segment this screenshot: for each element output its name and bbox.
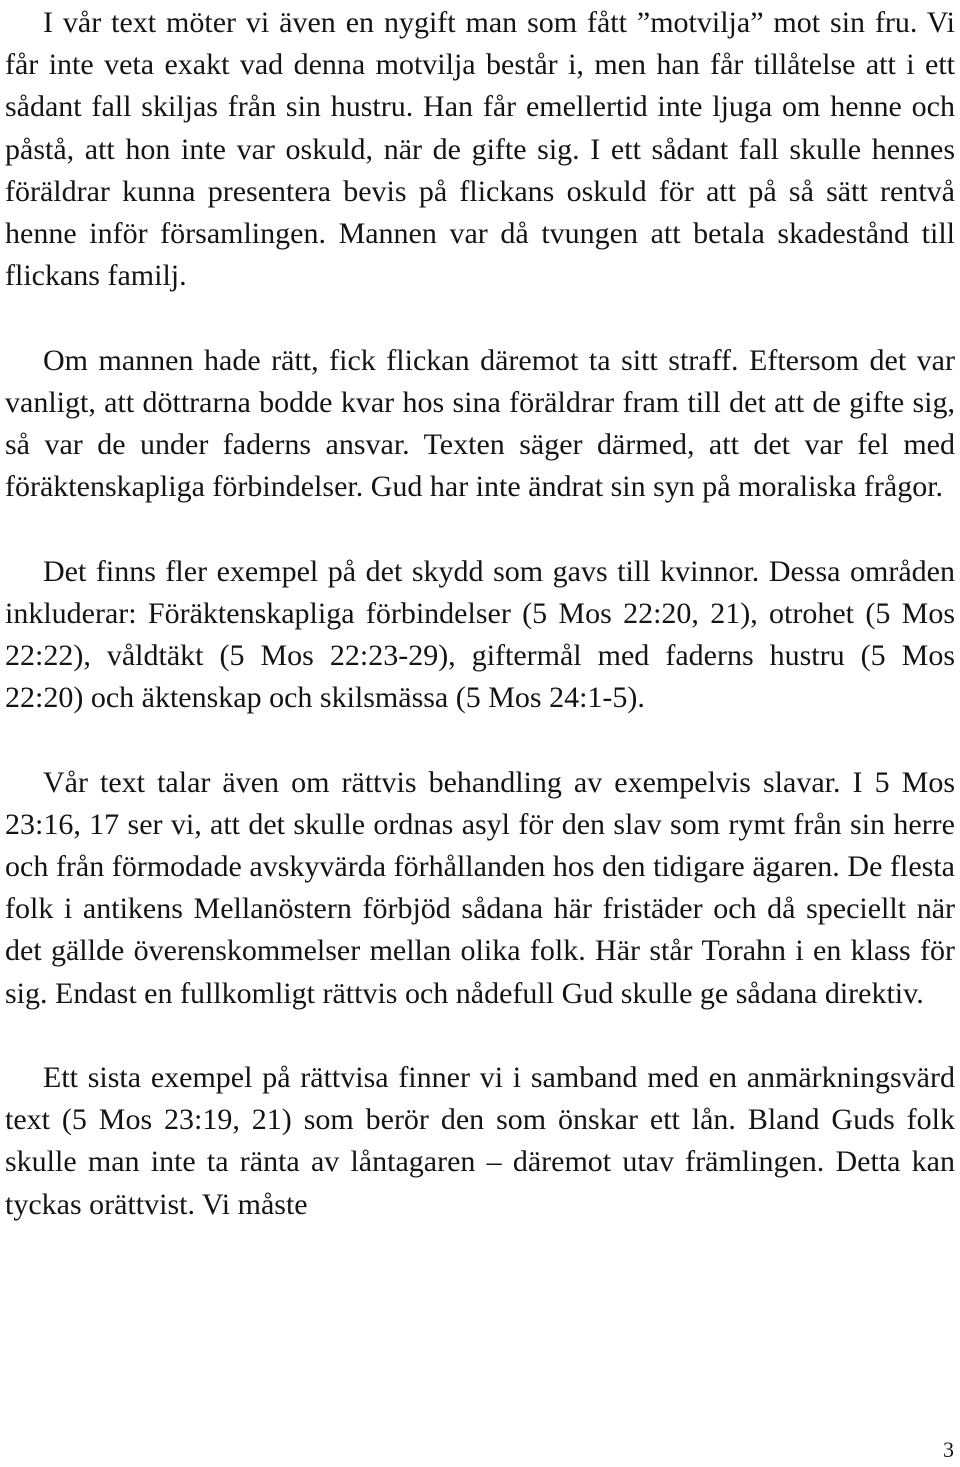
paragraph-4: Vår text talar även om rättvis behandling av exempelvis slavar. I 5 Mos 23:16, 17 ser vi, att det skulle ordnas asyl för den slav som rymt från sin herre och från förmodade avskyvärda förhållanden hos den tidigare ägaren. De flesta folk i antikens Mellanöstern förbjöd sådana här fristäder och då speciellt när det gällde överenskommelser mellan olika folk. Här står Torahn i en klass för sig. Endast en fullkomligt rättvis och nådefull Gud skulle ge sådana direktiv. [5, 765, 955, 1010]
paragraph-5: Ett sista exempel på rättvisa finner vi i samband med en anmärkningsvärd text (5 Mos 23:19, 21) som berör den som önskar ett lån. Bland Guds folk skulle man inte ta ränta av låntagaren – däremot utav främlingen. Detta kan tyckas orättvist. Vi måste [5, 1061, 955, 1221]
page-number: 3 [943, 1437, 954, 1462]
document-page [5, 2, 955, 1226]
paragraph-1: I vår text möter vi även en nygift man som fått ”motvilja” mot sin fru. Vi får inte veta exakt vad denna motvilja består i, men han får tillåtelse att i ett sådant fall skiljas från sin hustru. Han får emellertid inte ljuga om henne och påstå, att hon inte var oskuld, när de gifte sig. I ett sådant fall skulle hennes föräldrar kunna presentera bevis på flickans oskuld för att på så sätt rentvå henne inför församlingen. Mannen var då tvungen att betala skadestånd till flickans familj. [5, 6, 955, 293]
paragraph-3: Det finns fler exempel på det skydd som gavs till kvinnor. Dessa områden inkluderar: Föräktenskapliga förbindelser (5 Mos 22:20, 21), otrohet (5 Mos 22:22), våldtäkt (5 Mos 22:23-29), giftermål med faderns hustru (5 Mos 22:20) och äktenskap och skilsmässa (5 Mos 24:1-5). [5, 554, 955, 715]
paragraph-2: Om mannen hade rätt, fick flickan däremot ta sitt straff. Eftersom det var vanligt, att döttrarna bodde kvar hos sina föräldrar fram till det att de gifte sig, så var de under faderns ansvar. Texten säger därmed, att det var fel med föräktenskapliga förbindelser. Gud har inte ändrat sin syn på moraliska frågor. [5, 343, 955, 504]
